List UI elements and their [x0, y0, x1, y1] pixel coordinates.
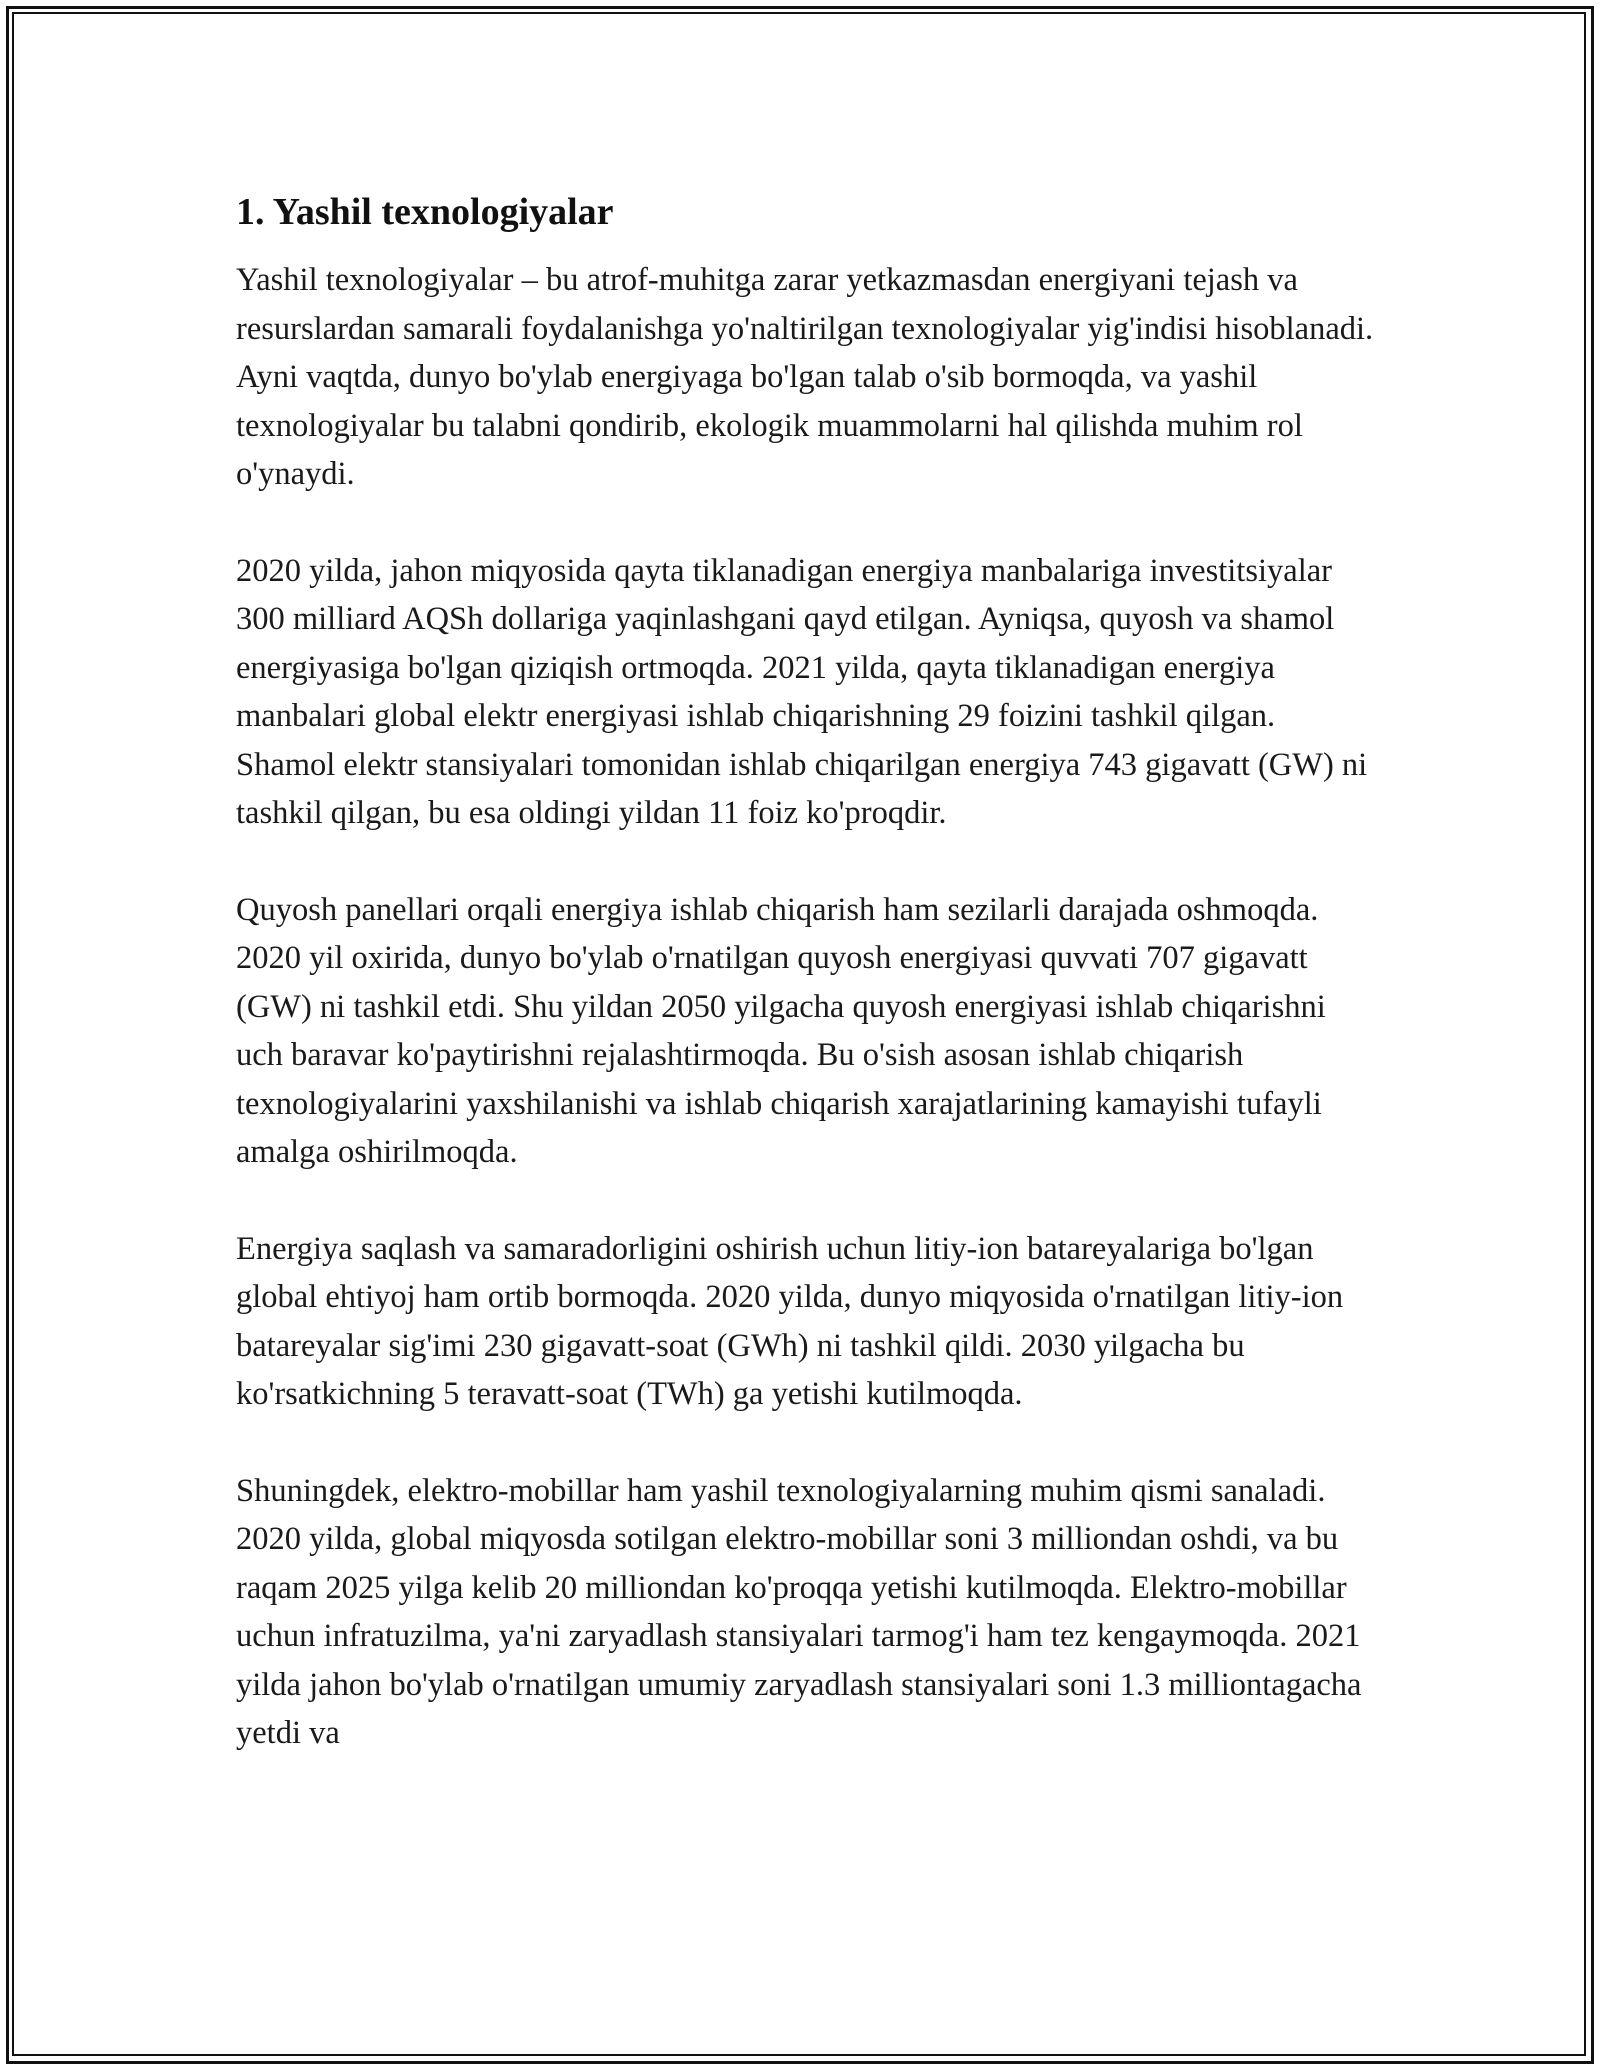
paragraph-electric-vehicles: Shuningdek, elektro-mobillar ham yashil texnologiyalarning muhim qismi sanaladi. 2020 yilda, global miqyosda sotilgan elektro-mobillar soni 3 milliondan oshdi, va bu raqam 2025 yilga kelib 20 milliondan ko'proqqa yetishi kutilmoqda. Elektro-mobillar uchun infratuzilma, ya'ni zaryadlash stansiyalari tarmog'i ham tez kengaymoqda. 2021 yilda jahon bo'ylab o'rnatilgan umumiy zaryadlash stansiyalari soni 1.3 milliontagacha yetdi va [236, 1472, 1362, 1751]
paragraph-renewable-investment: 2020 yilda, jahon miqyosida qayta tiklanadigan energiya manbalariga investitsiyalar 300 milliard AQSh dollariga yaqinlashgani qayd etilgan. Ayniqsa, quyosh va shamol energiyasiga bo'lgan qiziqish ortmoqda. 2021 yilda, qayta tiklanadigan energiya manbalari global elektr energiyasi ishlab chiqarishning 29 foizini tashkil qilgan. Shamol elektr stansiyalari tomonidan ishlab chiqarilgan energiya 743 gigavatt (GW) ni tashkil qilgan, bu esa oldingi yildan 11 foiz ko'proqdir. [236, 552, 1368, 831]
paragraph-intro: Yashil texnologiyalar – bu atrof-muhitga zarar yetkazmasdan energiyani tejash va resurslardan samarali foydalanishga yo'naltirilgan texnologiyalar yig'indisi hisoblanadi. Ayni vaqtda, dunyo bo'ylab energiyaga bo'lgan talab o'sib bormoqda, va yashil texnologiyalar bu talabni qondirib, ekologik muammolarni hal qilishda muhim rol o'ynaydi. [236, 262, 1374, 492]
document-body [236, 188, 1376, 1806]
paragraph-battery-storage: Energiya saqlash va samaradorligini oshirish uchun litiy-ion batareyalariga bo'lgan global ehtiyoj ham ortib bormoqda. 2020 yilda, dunyo miqyosida o'rnatilgan litiy-ion batareyalar sig'imi 230 gigavatt-soat (GWh) ni tashkil qildi. 2030 yilgacha bu ko'rsatkichning 5 teravatt-soat (TWh) ga yetishi kutilmoqda. [236, 1230, 1344, 1412]
paragraph-solar-panels: Quyosh panellari orqali energiya ishlab chiqarish ham sezilarli darajada oshmoqda. 2020 yil oxirida, dunyo bo'ylab o'rnatilgan quyosh energiyasi quvvati 707 gigavatt (GW) ni tashkil etdi. Shu yildan 2050 yilgacha quyosh energiyasi ishlab chiqarishni uch baravar ko'paytirishni rejalashtirmoqda. Bu o'sish asosan ishlab chiqarish texnologiyalarini yaxshilanishi va ishlab chiqarish xarajatlarining kamayishi tufayli amalga oshirilmoqda. [236, 891, 1326, 1170]
section-title: 1. Yashil texnologiyalar [236, 191, 614, 233]
